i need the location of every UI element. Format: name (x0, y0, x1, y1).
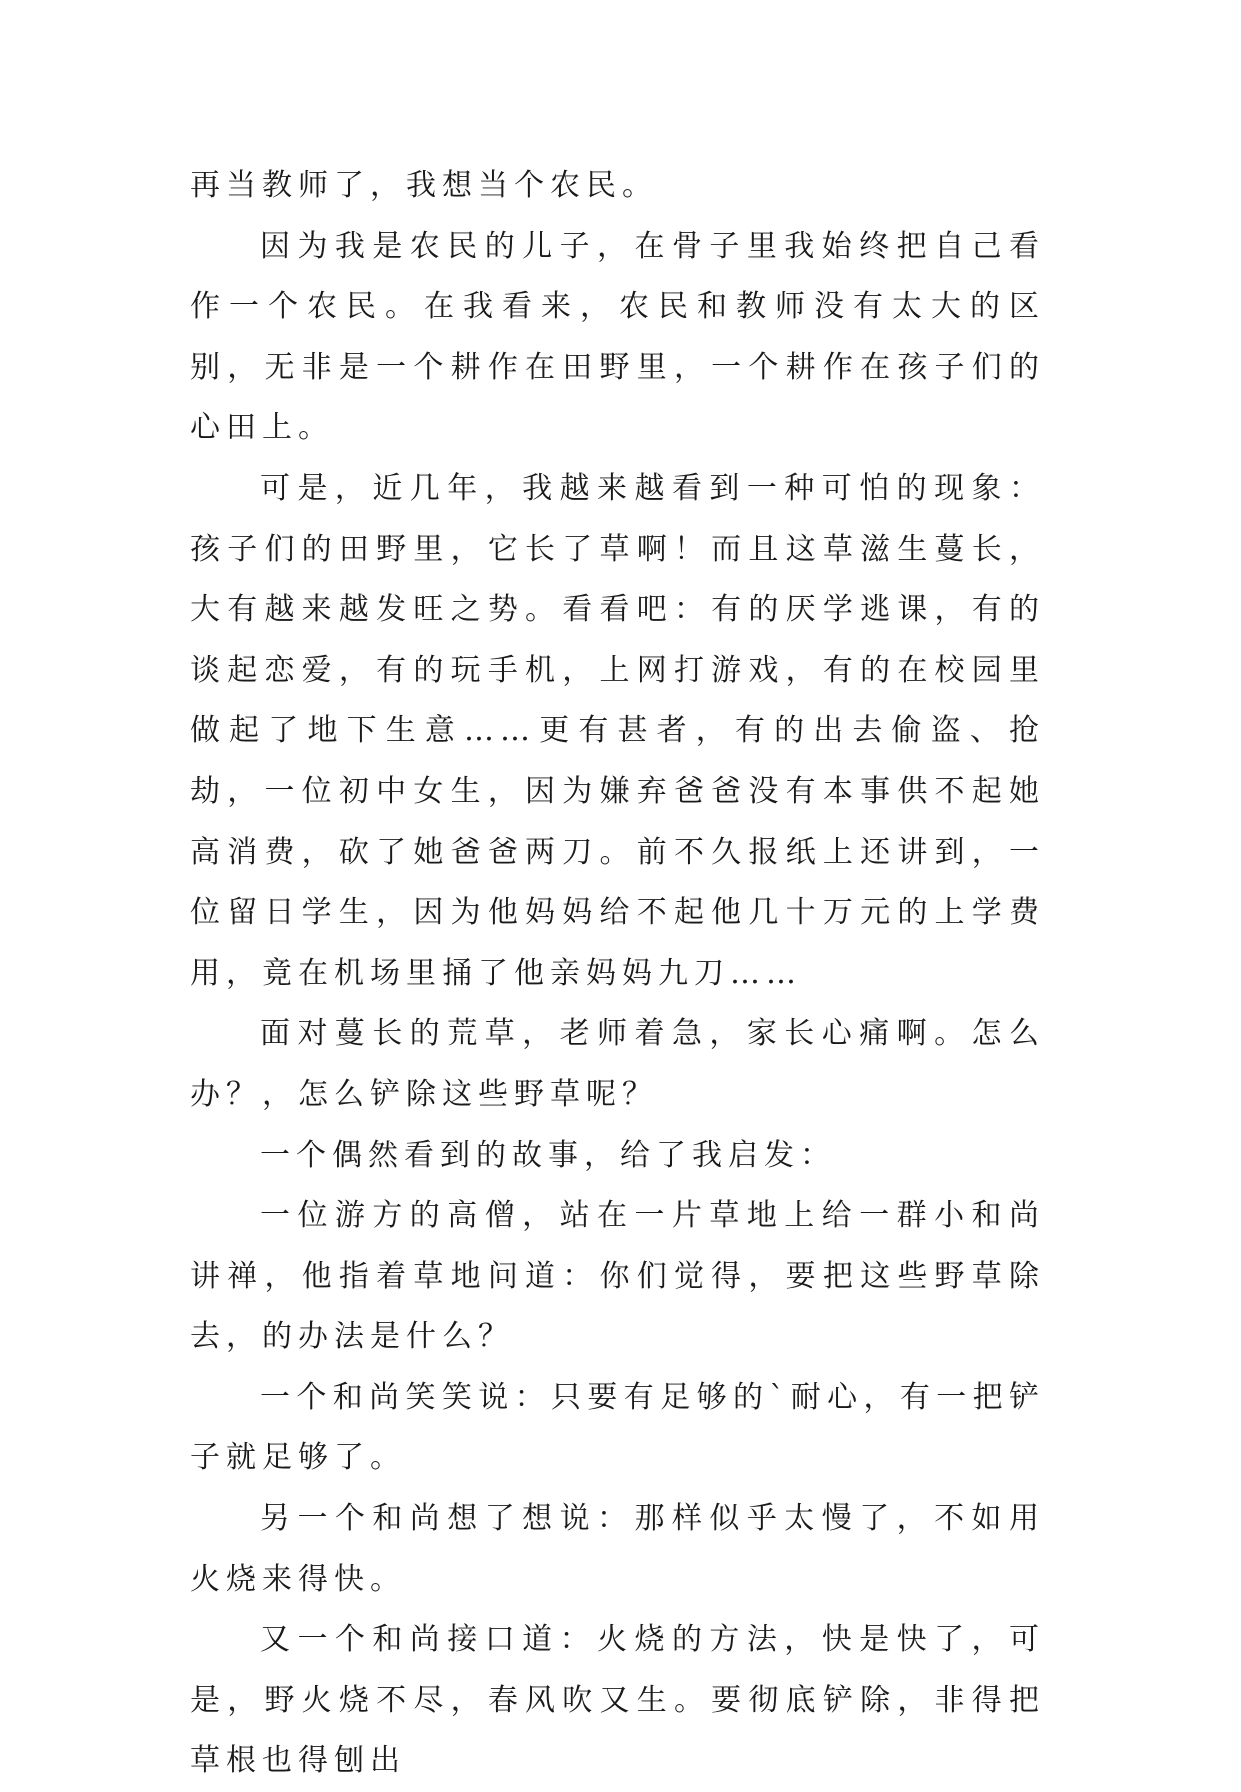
paragraph: 又一个和尚接口道：火烧的方法，快是快了，可是，野火烧不尽，春风吹又生。要彻底铲除，非得把草根也得刨出 (190, 1622, 1045, 1779)
paragraph: 一个偶然看到的故事，给了我启发： (260, 1137, 836, 1173)
paragraph: 可是，近几年，我越来越看到一种可怕的现象：孩子们的田野里，它长了草啊！而且这草滋生蔓长，大有越来越发旺之势。看看吧：有的厌学逃课，有的谈起恋爱，有的玩手机，上网打游戏，有的在校园里做起了地下生意……更有甚者，有的出去偷盗、抢劫，一位初中女生，因为嫌弃爸爸没有本事供不起她高消费，砍了她爸爸两刀。前不久报纸上还讲到，一位留日学生，因为他妈妈给不起他几十万元的上学费用，竟在机场里捅了他亲妈妈九刀…… (190, 470, 1045, 991)
paragraph: 再当教师了，我想当个农民。 (190, 168, 658, 203)
paragraph: 另一个和尚想了想说：那样似乎太慢了，不如用火烧来得快。 (190, 1501, 1045, 1597)
document-body (190, 156, 1045, 1792)
paragraph: 因为我是农民的儿子，在骨子里我始终把自己看作一个农民。在我看来，农民和教师没有太大的区别，无非是一个耕作在田野里，一个耕作在孩子们的心田上。 (190, 228, 1045, 446)
paragraph: 一位游方的高僧，站在一片草地上给一群小和尚讲禅，他指着草地问道：你们觉得，要把这些野草除去，的办法是什么？ (190, 1198, 1045, 1355)
paragraph: 面对蔓长的荒草，老师着急，家长心痛啊。怎么办？，怎么铲除这些野草呢？ (190, 1016, 1045, 1112)
paragraph: 一个和尚笑笑说：只要有足够的`耐心，有一把铲子就足够了。 (190, 1379, 1045, 1476)
